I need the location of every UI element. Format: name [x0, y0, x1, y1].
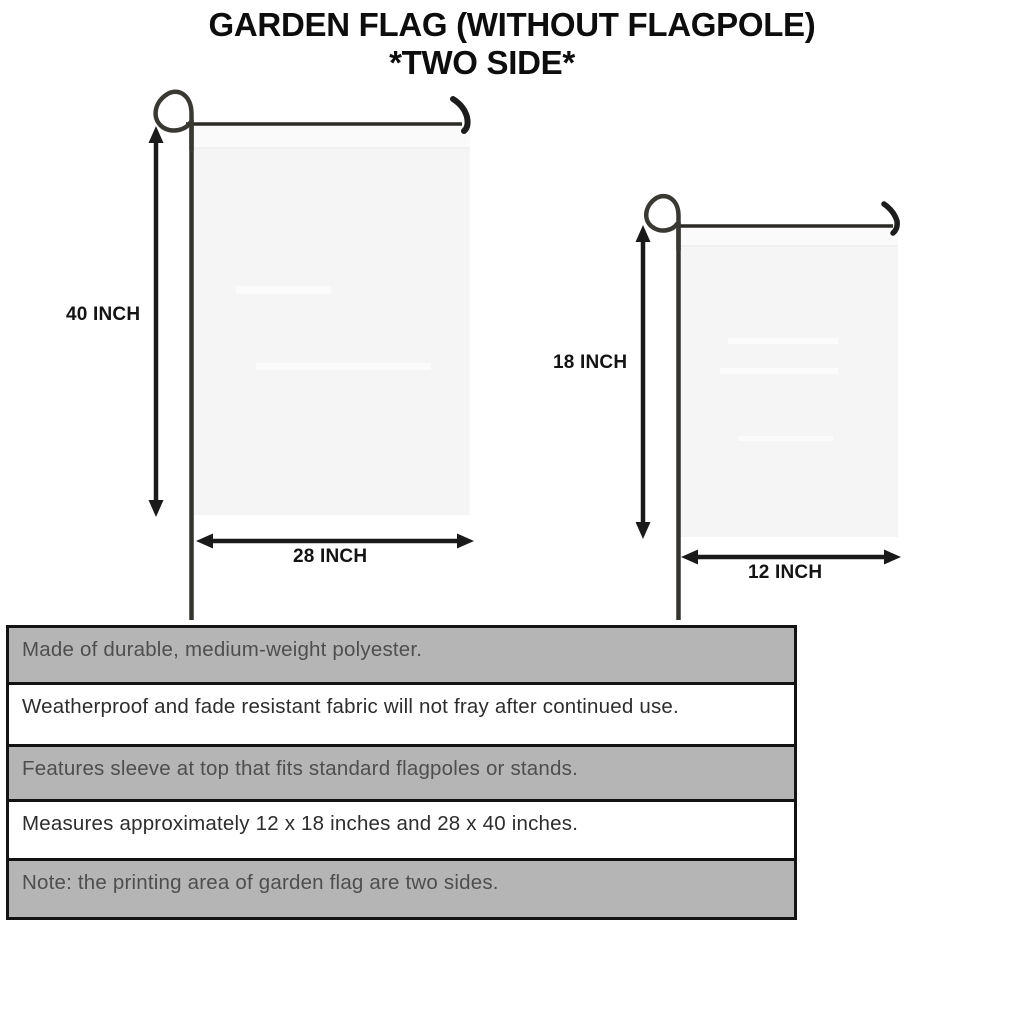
- title-line-1: GARDEN FLAG (WITHOUT FLAGPOLE): [208, 6, 816, 43]
- feature-row-note: Note: the printing area of garden flag are two sides.: [9, 858, 794, 917]
- small-height-arrow: [636, 225, 651, 539]
- small-flag-streak: [728, 338, 838, 344]
- large-flag-height-label: 40 INCH: [66, 304, 141, 325]
- small-flag-height-label: 18 INCH: [553, 352, 628, 373]
- feature-row-weatherproof: Weatherproof and fade resistant fabric will not fray after continued use.: [9, 685, 794, 744]
- large-flag-streak: [236, 286, 331, 294]
- large-height-arrow: [149, 126, 164, 517]
- large-flag-fabric: [192, 126, 470, 515]
- title-line-2: *TWO SIDE*: [389, 44, 575, 81]
- feature-row-sleeve: Features sleeve at top that fits standard flagpoles or stands.: [9, 744, 794, 802]
- small-flag-sleeve: [679, 228, 898, 245]
- small-flag-streak: [738, 436, 833, 441]
- small-flag-fabric: [679, 228, 898, 537]
- small-pole-loop-icon: [646, 196, 678, 250]
- large-flag-sleeve: [192, 126, 470, 147]
- small-flag-streak: [720, 368, 838, 374]
- feature-table: [6, 625, 797, 920]
- small-flag-group: [636, 196, 902, 620]
- large-flag-group: [149, 92, 475, 620]
- feature-row-material: Made of durable, medium-weight polyester.: [9, 628, 794, 685]
- large-flag-width-label: 28 INCH: [293, 546, 368, 567]
- small-flag-width-label: 12 INCH: [748, 562, 823, 583]
- large-flag-streak: [256, 363, 431, 370]
- feature-row-measurements: Measures approximately 12 x 18 inches and 28 x 40 inches.: [9, 802, 794, 858]
